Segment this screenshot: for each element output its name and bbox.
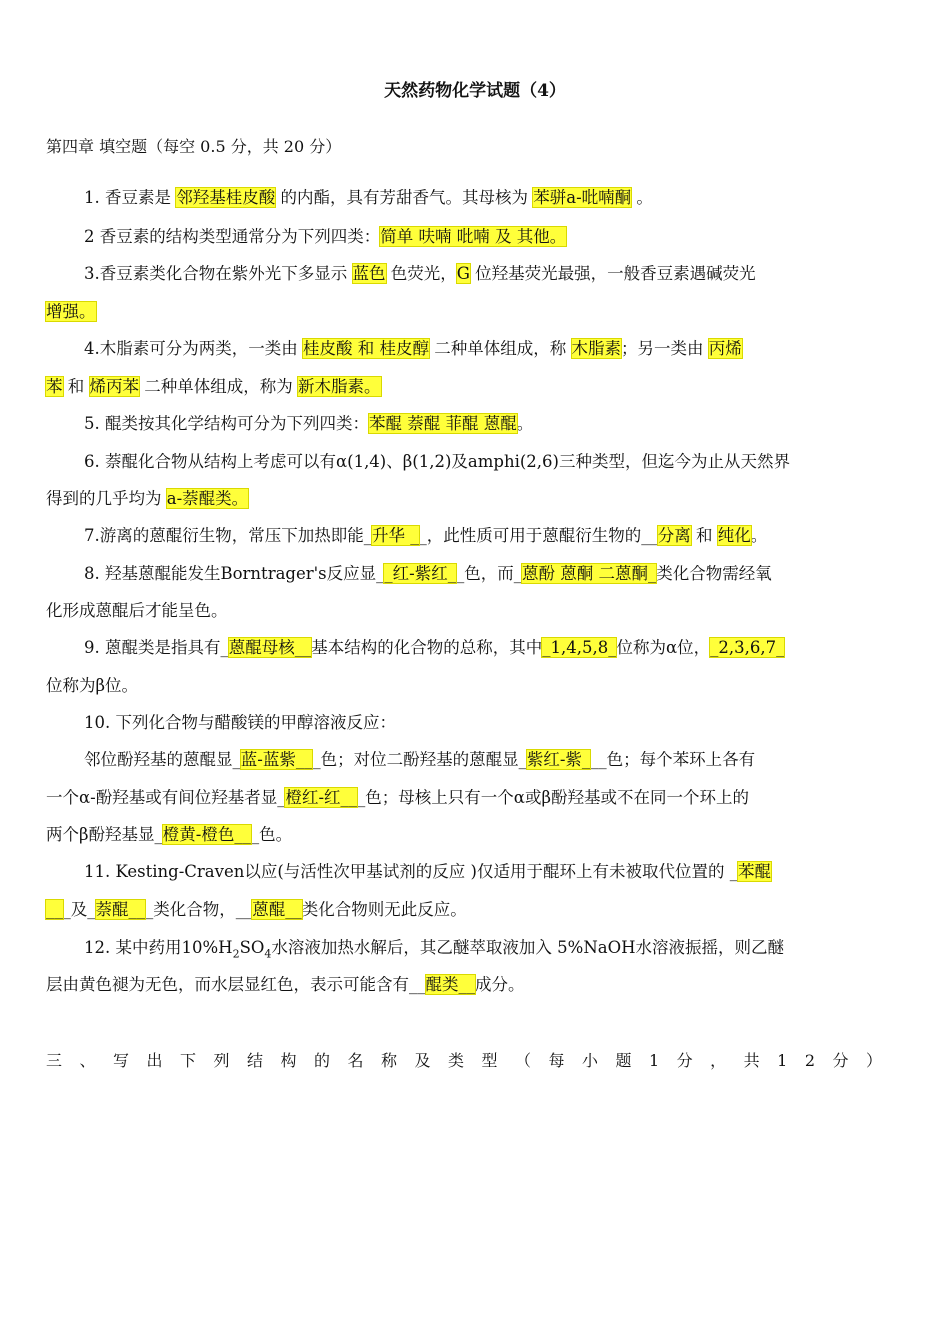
text: _色，而_ — [455, 564, 522, 583]
text: _及_ — [62, 900, 96, 919]
answer-highlight: 蓝色 — [352, 264, 386, 283]
answer-highlight: _1,4,5,8_ — [542, 638, 617, 657]
question-2 — [84, 225, 566, 249]
answer-highlight: 苯醌 — [737, 862, 771, 881]
question-6-cont — [46, 487, 248, 511]
text: 的内酯，具有芳甜香气。其母核为 — [275, 188, 534, 207]
answer-highlight: 蒽酚 蒽酮 二蒽酮_ — [521, 564, 657, 583]
answer-highlight: __ — [46, 900, 63, 919]
text: 6. 萘醌化合物从结构上考虑可以有α(1,4)、β(1,2)及amphi(2,6)三种类型，但迄今为止从天然界 — [84, 452, 790, 471]
text: 得到的几乎均为 — [46, 489, 167, 508]
answer-highlight: 增强。 — [46, 302, 96, 321]
answer-highlight: _2,3,6,7_ — [710, 638, 785, 657]
answer-highlight: 木脂素 — [571, 339, 621, 358]
text: 和 — [690, 526, 718, 545]
text: 4.木脂素可分为两类，一类由 — [84, 339, 303, 358]
text: 基本结构的化合物的总称，其中 — [311, 638, 543, 657]
text: 10. 下列化合物与醋酸镁的甲醇溶液反应： — [84, 713, 396, 732]
question-8-cont — [46, 599, 228, 623]
subscript: 2 — [232, 947, 240, 961]
text: 和 — [62, 377, 90, 396]
answer-highlight: 蒽醌__ — [252, 900, 302, 919]
question-4 — [84, 337, 742, 361]
question-10-line2 — [46, 786, 749, 810]
text: 色荧光， — [385, 264, 457, 283]
question-11 — [84, 860, 771, 884]
answer-highlight: 橙黄-橙色__ — [162, 825, 251, 844]
answer-highlight: a-萘醌类。 — [166, 489, 249, 508]
answer-highlight: 蒽醌母核__ — [228, 638, 312, 657]
text: _色；母核上只有一个α或β酚羟基或不在同一个环上的 — [357, 788, 749, 807]
text: 位羟基荧光最强，一般香豆素遇碱荧光 — [469, 264, 756, 283]
answer-highlight: 醌类__ — [425, 975, 475, 994]
question-9-cont — [46, 674, 138, 698]
text: 2 香豆素的结构类型通常分为下列四类： — [84, 227, 381, 246]
question-6 — [84, 450, 790, 474]
question-12-cont — [46, 973, 525, 997]
text: 。 — [750, 526, 768, 545]
text: 化形成蒽醌后才能呈色。 — [46, 601, 228, 620]
question-7 — [84, 524, 767, 548]
text: 一个α-酚羟基或有间位羟基者显_ — [46, 788, 286, 807]
question-1 — [84, 186, 653, 210]
answer-highlight: 丙烯 — [708, 339, 742, 358]
text: ；另一类由 — [621, 339, 709, 358]
answer-highlight: 桂皮酸 和 桂皮醇 — [303, 339, 429, 358]
text: SO — [239, 938, 265, 957]
answer-highlight: 萘醌__ — [95, 900, 145, 919]
text: 类化合物则无此反应。 — [301, 900, 467, 919]
text: 二种单体组成，称 — [429, 339, 572, 358]
answer-highlight: _红-紫红_ — [384, 564, 456, 583]
text: 3.香豆素类化合物在紫外光下多显示 — [84, 264, 353, 283]
answer-highlight: 烯丙苯 — [89, 377, 139, 396]
answer-highlight: 升华 _ — [372, 526, 419, 545]
question-3 — [84, 262, 756, 286]
text: 。 — [516, 414, 534, 433]
answer-highlight: 蓝-蓝紫__ — [240, 750, 313, 769]
question-11-cont — [46, 898, 467, 922]
question-8 — [84, 562, 772, 586]
text: _，此性质可用于蒽醌衍生物的__ — [418, 526, 658, 545]
text: 7.游离的蒽醌衍生物，常压下加热即能_ — [84, 526, 372, 545]
answer-highlight: 苯 — [46, 377, 63, 396]
question-10 — [84, 711, 396, 735]
answer-highlight: 新木脂素。 — [298, 377, 381, 396]
text: 5. 醌类按其化学结构可分为下列四类： — [84, 414, 369, 433]
answer-highlight: G — [456, 264, 470, 283]
text: 成分。 — [475, 975, 525, 994]
answer-highlight: 纯化 — [717, 526, 751, 545]
page-title: 天然药物化学试题（4） — [384, 81, 566, 101]
text: 位称为β位。 — [46, 676, 139, 695]
question-4-cont — [46, 375, 381, 399]
text: 。 — [631, 188, 653, 207]
text: 类化合物需经氧 — [656, 564, 772, 583]
answer-highlight: 苯醌 萘醌 菲醌 蒽醌 — [369, 414, 517, 433]
text: _色。 — [250, 825, 293, 844]
text: 二种单体组成，称为 — [139, 377, 298, 396]
section-heading: 第四章 填空题（每空 0.5 分，共 20 分） — [46, 137, 342, 156]
text: 1. 香豆素是 — [84, 188, 177, 207]
text: 邻位酚羟基的蒽醌显_ — [84, 750, 241, 769]
subscript: 4 — [264, 947, 272, 961]
answer-highlight: 邻羟基桂皮酸 — [176, 188, 276, 207]
text: 12. 某中药用10%H — [84, 938, 233, 957]
text: 位称为α位， — [616, 638, 711, 657]
answer-highlight: 简单 呋喃 吡喃 及 其他。 — [380, 227, 567, 246]
text: 8. 羟基蒽醌能发生Borntrager's反应显_ — [84, 564, 385, 583]
text: 11. Kesting-Craven以应(与活性次甲基试剂的反应 )仅适用于醌环上有未被取代位置的 _ — [84, 862, 738, 881]
section-3-heading: 三、写出下列结构的名称及类型（每小题1分，共12分） — [46, 1051, 900, 1070]
text: 水溶液加热水解后，其乙醚萃取液加入 5%NaOH水溶液振摇，则乙醚 — [271, 938, 785, 957]
answer-highlight: 橙红-红__ — [285, 788, 358, 807]
answer-highlight: 苯骈a-吡喃酮 — [533, 188, 632, 207]
answer-highlight: 紫红-紫_ — [526, 750, 591, 769]
text: 层由黄色褪为无色，而水层显红色，表示可能含有__ — [46, 975, 426, 994]
question-10-line1 — [84, 748, 755, 772]
text: _色；对位二酚羟基的蒽醌显_ — [312, 750, 527, 769]
question-10-line3 — [46, 823, 292, 847]
text: 9. 蒽醌类是指具有_ — [84, 638, 229, 657]
question-3-cont — [46, 300, 96, 324]
question-12 — [84, 936, 784, 960]
text: __色；每个苯环上各有 — [590, 750, 756, 769]
question-9 — [84, 636, 784, 660]
text: 两个β酚羟基显_ — [46, 825, 163, 844]
text: _类化合物，__ — [145, 900, 253, 919]
question-5 — [84, 412, 533, 436]
answer-highlight: 分离 — [657, 526, 691, 545]
